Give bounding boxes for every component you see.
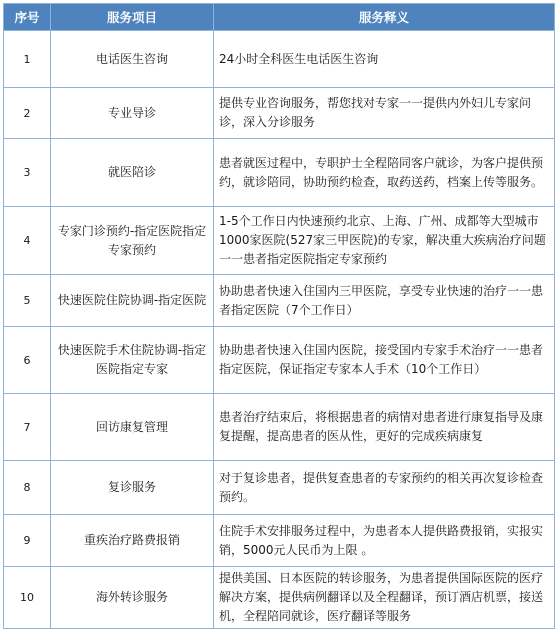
service-item: 海外转诊服务 [51, 567, 214, 629]
row-number: 9 [4, 515, 51, 567]
table-row [4, 31, 555, 88]
service-description: 患者治疗结束后，将根据患者的病情对患者进行康复指导及康复提醒，提高患者的医从性，更好的完成疾病康复 [214, 394, 555, 461]
service-item: 专业导诊 [51, 88, 214, 139]
table-row [4, 394, 555, 461]
row-number: 8 [4, 461, 51, 515]
service-description: 提供专业咨询服务，帮您找对专家一一提供内外妇儿专家问诊，深入分诊服务 [214, 88, 555, 139]
table-row [4, 461, 555, 515]
service-description: 协助患者快速入住国内医院，接受国内专家手术治疗一一患者指定医院，保证指定专家本人手术（10个工作日） [214, 327, 555, 394]
row-number: 10 [4, 567, 51, 629]
service-description: 提供美国、日本医院的转诊服务，为患者提供国际医院的医疗解决方案，提供病例翻译以及全程翻译，预订酒店机票，接送机，全程陪同就诊，医疗翻译等服务 [214, 567, 555, 629]
table-row [4, 88, 555, 139]
table-row [4, 567, 555, 629]
row-number: 6 [4, 327, 51, 394]
service-description: 住院手术安排服务过程中，为患者本人提供路费报销，实报实销，5000元人民币为上限 。 [214, 515, 555, 567]
service-item: 快速医院住院协调-指定医院 [51, 275, 214, 327]
service-description: 1-5个工作日内快速预约北京、上海、广州、成都等大型城市1000家医院(527家三甲医院)的专家，解决重大疾病治疗问题一一患者指定医院指定专家预约 [214, 207, 555, 275]
table-header-row [4, 4, 555, 31]
service-description: 患者就医过程中，专职护士全程陪同客户就诊，为客户提供预约，就诊陪同，协助预约检查，取药送药，档案上传等服务。 [214, 139, 555, 207]
row-number: 5 [4, 275, 51, 327]
header-service-item: 服务项目 [51, 4, 214, 31]
service-item: 重疾治疗路费报销 [51, 515, 214, 567]
service-description: 对于复诊患者，提供复查患者的专家预约的相关再次复诊检查预约。 [214, 461, 555, 515]
header-number: 序号 [4, 4, 51, 31]
service-description: 协助患者快速入住国内三甲医院，享受专业快速的治疗一一患者指定医院（7个工作日） [214, 275, 555, 327]
service-item: 复诊服务 [51, 461, 214, 515]
service-item: 专家门诊预约-指定医院指定专家预约 [51, 207, 214, 275]
service-description: 24小时全科医生电话医生咨询 [214, 31, 555, 88]
service-item: 电话医生咨询 [51, 31, 214, 88]
header-service-description: 服务释义 [214, 4, 555, 31]
service-item: 快速医院手术住院协调-指定医院指定专家 [51, 327, 214, 394]
row-number: 4 [4, 207, 51, 275]
row-number: 1 [4, 31, 51, 88]
service-item: 回访康复管理 [51, 394, 214, 461]
row-number: 3 [4, 139, 51, 207]
table-row [4, 327, 555, 394]
table-row [4, 275, 555, 327]
service-item: 就医陪诊 [51, 139, 214, 207]
row-number: 2 [4, 88, 51, 139]
table-row [4, 207, 555, 275]
row-number: 7 [4, 394, 51, 461]
table-row [4, 139, 555, 207]
table-row [4, 515, 555, 567]
service-table [3, 3, 555, 629]
